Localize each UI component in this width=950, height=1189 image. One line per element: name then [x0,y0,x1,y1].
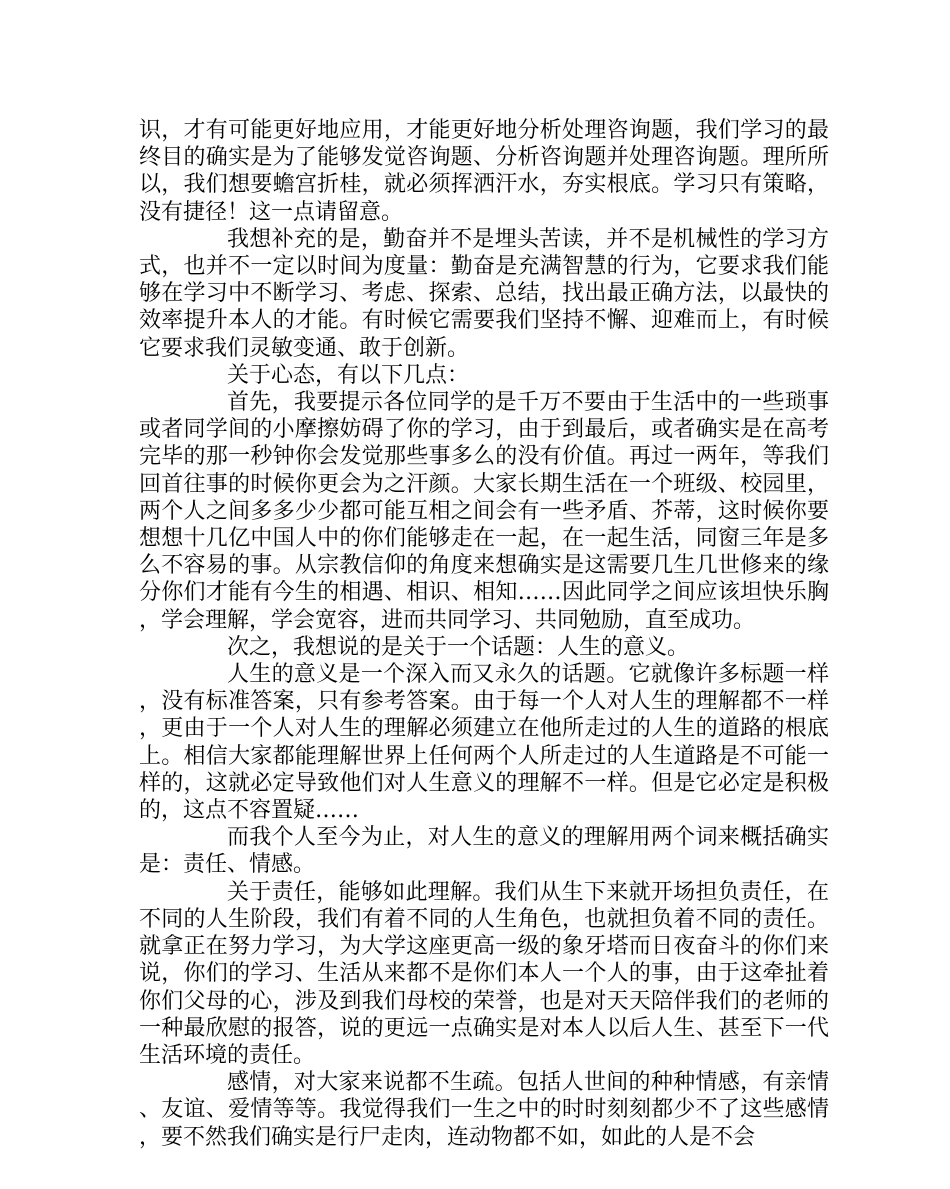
paragraph-4: 首先，我要提示各位同学的是千万不要由于生活中的一些琐事或者同学间的小摩擦妨碍了你的学习，由于到最后，或者确实是在高考完毕的那一秒钟你会发觉那些事多么的没有价值。再过一两年，等我们回首往事的时候你更会为之汗颜。大家长期生活在一个班级、校园里，两个人之间多多少少都可能互相之间会有一些矛盾、芥蒂，这时候你要想想十几亿中国人中的你们能够走在一起，在一起生活，同窗三年是多么不容易的事。从宗教信仰的角度来想确实是这需要几生几世修来的缘分你们才能有今生的相遇、相识、相知……因此同学之间应该坦快乐胸，学会理解，学会宽容，进而共同学习、共同勉励，直至成功。 [139,390,829,633]
paragraph-3: 关于心态，有以下几点： [227,362,470,388]
paragraph-1: 识，才有可能更好地应用，才能更好地分析处理咨询题，我们学习的最终目的确实是为了能够发觉咨询题、分析咨询题并处理咨询题。理所所以，我们想要蟾宫折桂，就必须挥洒汗水，夯实根底。学习只有策略，没有捷径！这一点请留意。 [139,118,829,225]
paragraph-9: 感情，对大家来说都不生疏。包括人世间的种种情感，有亲情、友谊、爱情等等。我觉得我们一生之中的时时刻刻都少不了这些感情，要不然我们确实是行尸走肉，连动物都不如，如此的人是不会 [139,1070,829,1150]
paragraph-8: 关于责任，能够如此理解。我们从生下来就开场担负责任，在不同的人生阶段，我们有着不同的人生角色，也就担负着不同的责任。就拿正在努力学习，为大学这座更高一级的象牙塔而日夜奋斗的你们来说，你们的学习、生活从来都不是你们本人一个人的事，由于这牵扯着你们父母的心，涉及到我们母校的荣誉，也是对天天陪伴我们的老师的一种最欣慰的报答，说的更远一点确实是对本人以后人生、甚至下一代生活环境的责任。 [139,879,829,1068]
document-page [139,117,829,1151]
paragraph-2: 我想补充的是，勤奋并不是埋头苦读，并不是机械性的学习方式，也并不一定以时间为度量：勤奋是充满智慧的行为，它要求我们能够在学习中不断学习、考虑、探索、总结，找出最正确方法，以最快的效率提升本人的才能。有时候它需要我们坚持不懈、迎难而上，有时候它要求我们灵敏变通、敢于创新。 [139,226,829,361]
paragraph-6: 人生的意义是一个深入而又永久的话题。它就像许多标题一样，没有标准答案，只有参考答案。由于每一个人对人生的理解都不一样，更由于一个人对人生的理解必须建立在他所走过的人生的道路的根底上。相信大家都能理解世界上任何两个人所走过的人生道路是不可能一样的，这就必定导致他们对人生意义的理解不一样。但是它必定是积极的，这点不容置疑…… [139,662,829,824]
paragraph-7: 而我个人至今为止，对人生的意义的理解用两个词来概括确实是：责任、情感。 [139,825,829,878]
paragraph-5: 次之，我想说的是关于一个话题：人生的意义。 [227,634,690,660]
